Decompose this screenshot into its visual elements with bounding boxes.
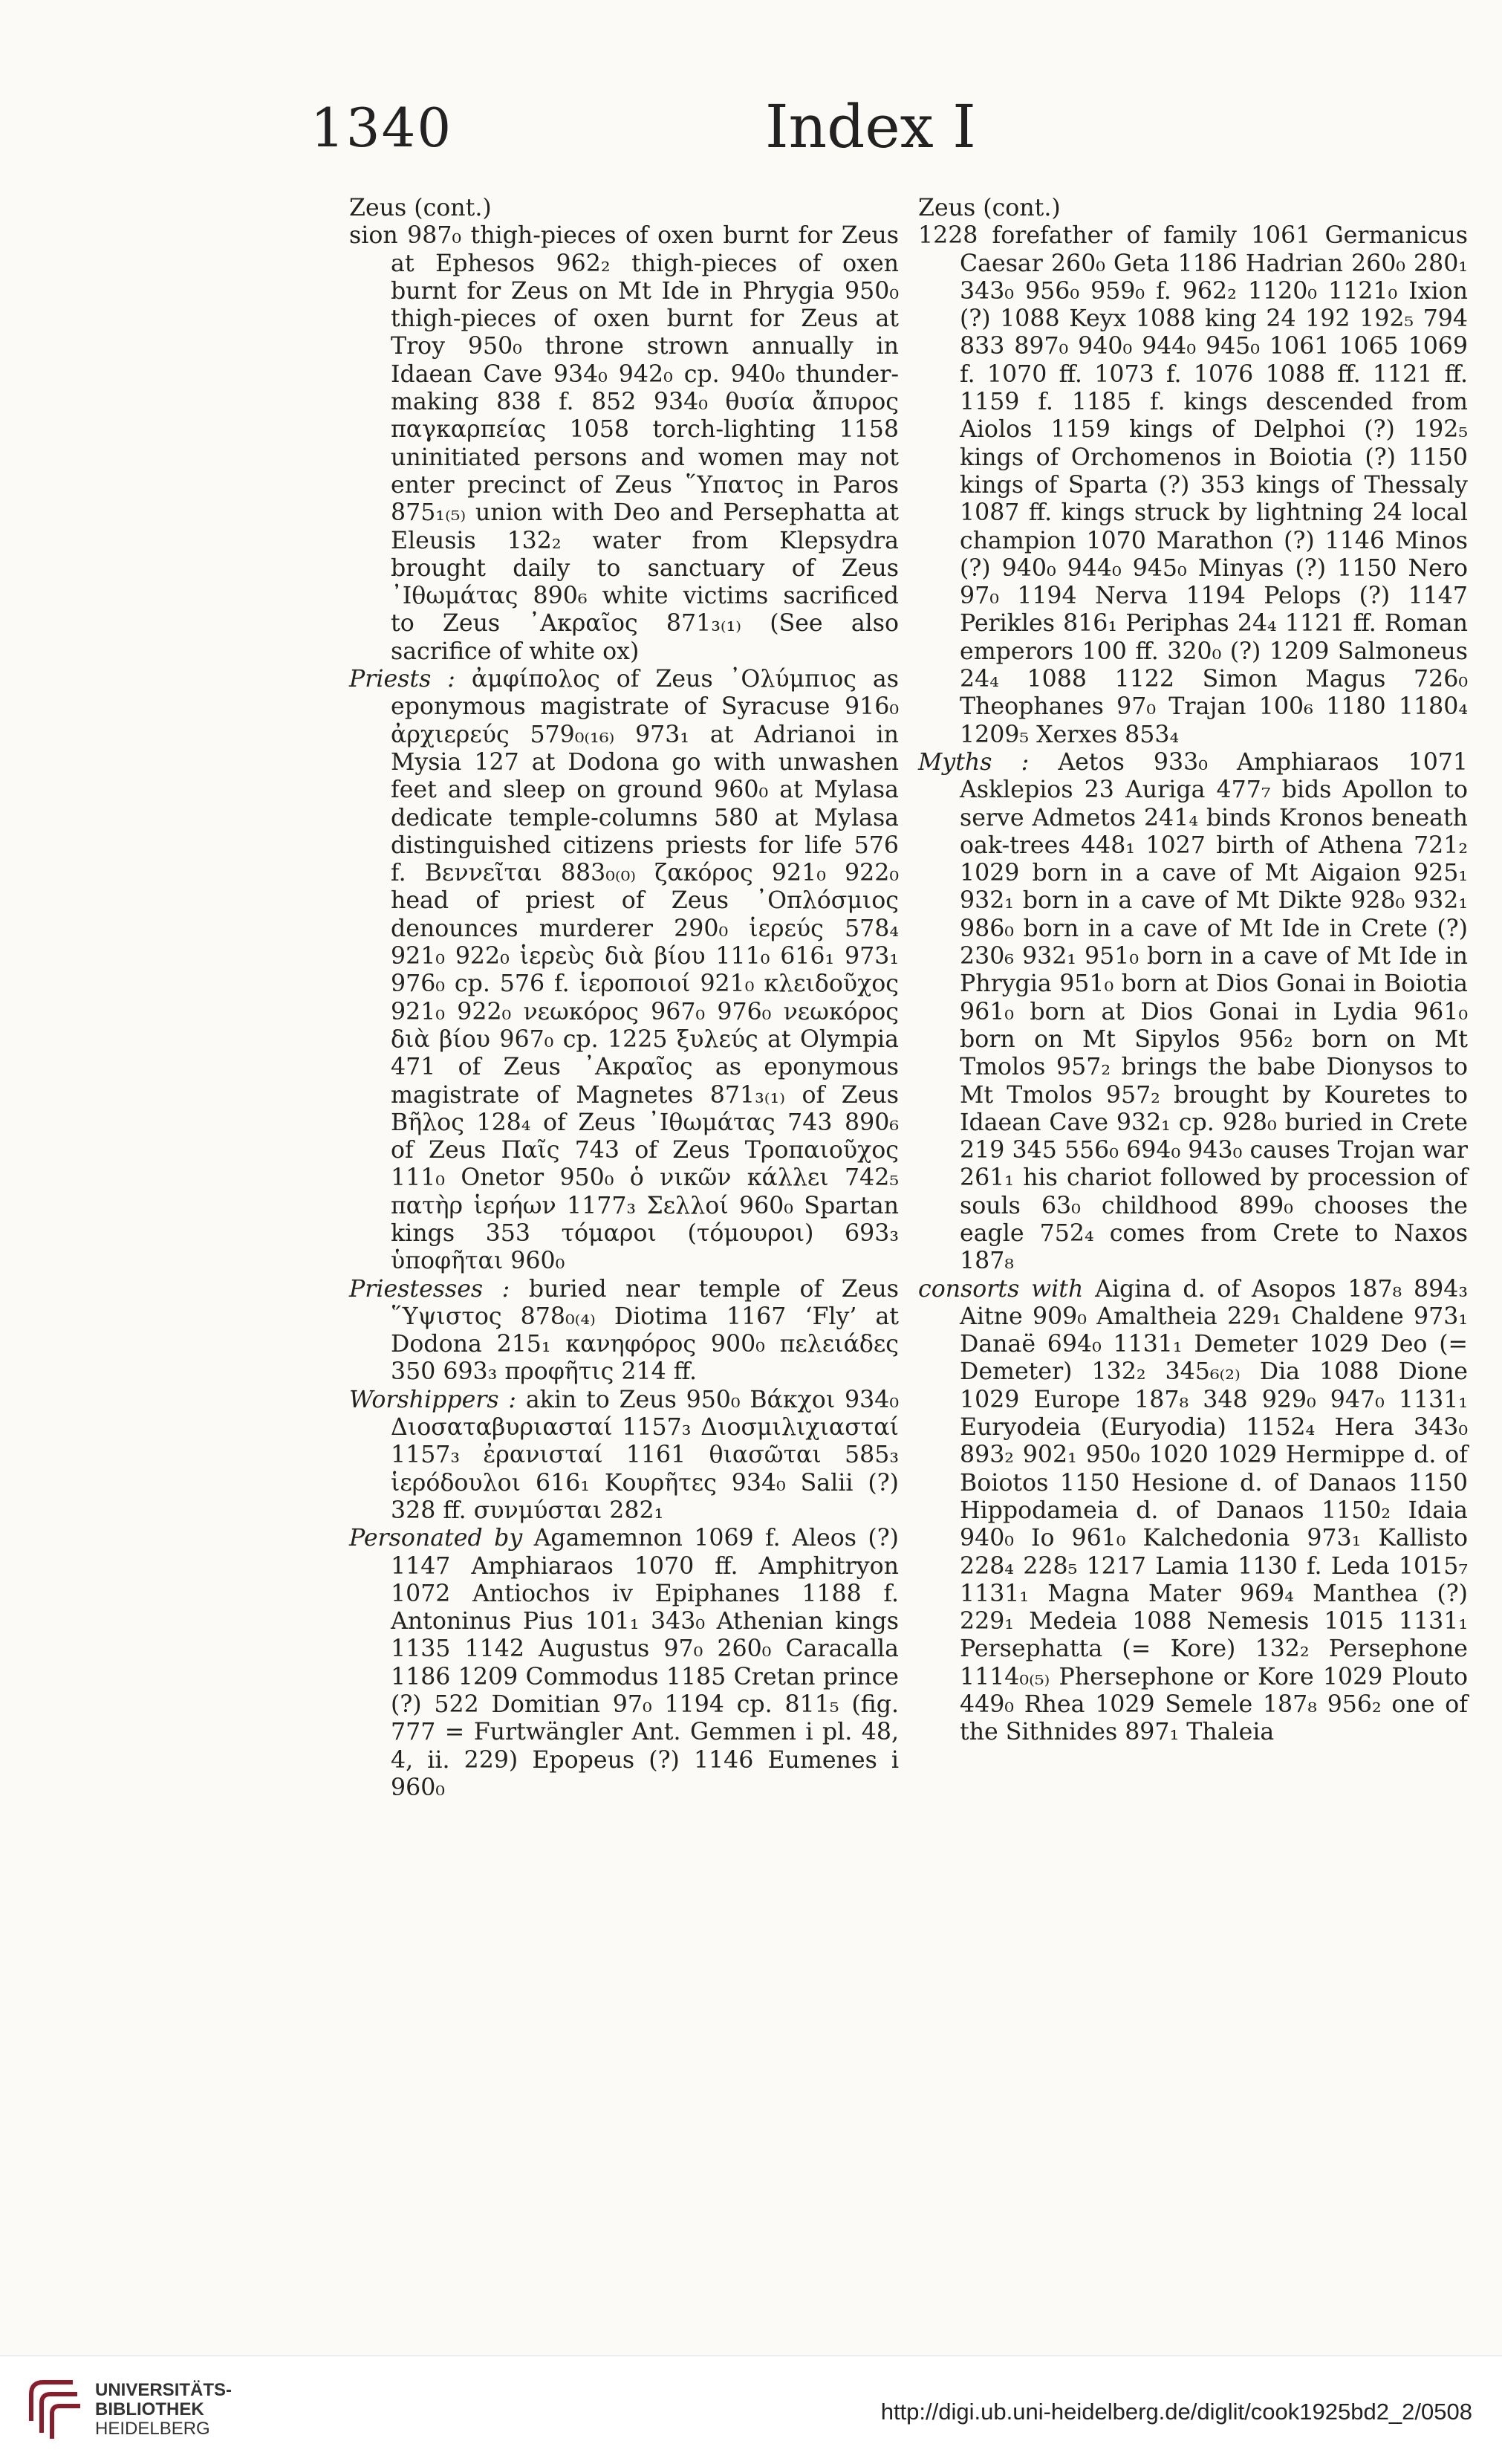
index-entry: Zeus (cont.) <box>349 195 492 221</box>
page-header <box>0 89 1502 163</box>
index-entry: sion 987₀ thigh-pieces of oxen burnt for Zeus at Ephesos 962₂ thigh-pieces of oxen burnt for Zeus on Mt Ide in Phrygia 950₀ thigh-pieces of oxen burnt for Zeus at Troy 950₀ throne strown annually in Idaean Cave 934₀ 942₀ cp. 940₀ thunder-making 838 f. 852 934₀ θυσία ἄπυρος παγκαρπείας 1058 torch-lighting 1158 uninitiated persons and women may not enter precinct of Zeus ῞Υπατος in Paros 875₁₍₅₎ union with Deo and Persephatta at Eleusis 132₂ water from Klepsydra brought daily to sanctuary of Zeus ᾿Ιθωμάτας 890₆ white victims sacrificed to Zeus ᾿Ακραῖος 871₃₍₁₎ (See also sacrifice of white ox) <box>349 222 899 665</box>
index-entry: Worshippers : akin to Zeus 950₀ Βάκχοι 934₀ Διοσαταβυριασταί 1157₃ Διοσμιλιχιασταί 1157₃ ἐρανισταί 1161 θιασῶται 585₃ ἱερόδουλοι 616₁ Κουρῆτες 934₀ Salii (?) 328 ff. συνμύσται 282₁ <box>349 1386 899 1524</box>
index-entry: Myths : Aetos 933₀ Amphiaraos 1071 Asklepios 23 Auriga 477₇ bids Apollon to serve Admetos 241₄ binds Kronos beneath oak-trees 448₁ 1027 birth of Athena 721₂ 1029 born in a cave of Mt Aigaion 925₁ 932₁ born in a cave of Mt Dikte 928₀ 932₁ 986₀ born in a cave of Mt Ide in Crete (?) 230₆ 932₁ 951₀ born in a cave of Mt Ide in Phrygia 951₀ born at Dios Gonai in Boiotia 961₀ born at Dios Gonai in Lydia 961₀ born on Mt Sipylos 956₂ born on Mt Tmolos 957₂ brings the babe Dionysos to Mt Tmolos 957₂ brought by Kouretes to Idaean Cave 932₁ cp. 928₀ buried in Crete 219 345 556₀ 694₀ 943₀ causes Trojan war 261₁ his chariot followed by procession of souls 63₀ childhood 899₀ chooses the eagle 752₄ comes from Crete to Naxos 187₈ <box>918 748 1468 1275</box>
index-entry: Personated by Agamemnon 1069 f. Aleos (?) 1147 Amphiaraos 1070 ff. Amphitryon 1072 Antiochos iv Epiphanes 1188 f. Antoninus Pius 101₁ 343₀ Athenian kings 1135 1142 Augustus 97₀ 260₀ Caracalla 1186 1209 Commodus 1185 Cretan prince (?) 522 Domitian 97₀ 1194 cp. 811₅ (fig. 777 = Furtwängler Ant. Gemmen i pl. 48, 4, ii. 229) Epopeus (?) 1146 Eumenes i 960₀ <box>349 1525 899 1801</box>
index-entry: consorts with Aigina d. of Asopos 187₈ 894₃ Aitne 909₀ Amaltheia 229₁ Chaldene 973₁ Danaë 694₀ 1131₁ Demeter 1029 Deo (= Demeter) 132₂ 345₆₍₂₎ Dia 1088 Dione 1029 Europe 187₈ 348 929₀ 947₀ 1131₁ Euryodeia (Euryodia) 1152₄ Hera 343₀ 893₂ 902₁ 950₀ 1020 1029 Hermippe d. of Boiotos 1150 Hesione d. of Danaos 1150 Hippodameia d. of Danaos 1150₂ Idaia 940₀ Io 961₀ Kalchedonia 973₁ Kallisto 228₄ 228₅ 1217 Lamia 1130 f. Leda 1015₇ 1131₁ Magna Mater 969₄ Manthea (?) 229₁ Medeia 1088 Nemesis 1015 1131₁ Persephatta (= Kore) 132₂ Persephone 1114₀₍₅₎ Phersephone or Kore 1029 Plouto 449₀ Rhea 1029 Semele 187₈ 956₂ one of the Sithnides 897₁ Thaleia <box>918 1275 1468 1746</box>
index-entry: 1228 forefather of family 1061 Germanicus Caesar 260₀ Geta 1186 Hadrian 260₀ 280₁ 343₀ 956₀ 959₀ f. 962₂ 1120₀ 1121₀ Ixion (?) 1088 Keyx 1088 king 24 192 192₅ 794 833 897₀ 940₀ 944₀ 945₀ 1061 1065 1069 f. 1070 ff. 1073 f. 1076 1088 ff. 1121 ff. 1159 f. 1185 f. kings descended from Aiolos 1159 kings of Delphoi (?) 192₅ kings of Orchomenos in Boiotia (?) 1150 kings of Sparta (?) 353 kings of Thessaly 1087 ff. kings struck by lightning 24 local champion 1070 Marathon (?) 1146 Minos (?) 940₀ 944₀ 945₀ Minyas (?) 1150 Nero 97₀ 1194 Nerva 1194 Pelops (?) 1147 Perikles 816₁ Periphas 24₄ 1121 ff. Roman emperors 100 ff. 320₀ (?) 1209 Salmoneus 24₄ 1088 1122 Simon Magus 726₀ Theophanes 97₀ Trajan 100₆ 1180 1180₄ 1209₅ Xerxes 853₄ <box>918 222 1468 748</box>
index-entry: Priestesses : buried near temple of Zeus ῞Υψιστος 878₀₍₄₎ Diotima 1167 ‘Fly’ at Dodona 215₁ κανηφόρος 900₀ πελειάδες 350 693₃ προφῆτις 214 ff. <box>349 1275 899 1386</box>
library-logo-icon <box>21 2376 88 2443</box>
page-number: 1340 <box>311 97 453 159</box>
right-column <box>918 195 1468 1747</box>
library-name: UNIVERSITÄTS- BIBLIOTHEK HEIDELBERG <box>95 2380 233 2439</box>
running-title: Index I <box>765 92 976 161</box>
source-url-link[interactable]: http://digi.ub.uni-heidelberg.de/diglit/cook1925bd2_2/0508 <box>880 2399 1472 2425</box>
index-entry: Priests : ἀμφίπολος of Zeus ᾿Ολύμπιος as eponymous magistrate of Syracuse 916₀ ἀρχιερεύς 579₀₍₁₆₎ 973₁ at Adrianoi in Mysia 127 at Dodona go with unwashen feet and sleep on ground 960₀ at Mylasa dedicate temple-columns 580 at Mylasa distinguished citizens priests for life 576 f. Βεννεῖται 883₀₍₀₎ ζακόρος 921₀ 922₀ head of priest of Zeus ᾿Οπλόσμιος denounces murderer 290₀ ἱερεύς 578₄ 921₀ 922₀ ἱερεὺς διὰ βίου 111₀ 616₁ 973₁ 976₀ cp. 576 f. ἱεροποιοί 921₀ κλειδοῦχος 921₀ 922₀ νεωκόρος 967₀ 976₀ νεωκόρος διὰ βίου 967₀ cp. 1225 ξυλεύς at Olympia 471 of Zeus ᾿Ακραῖος as eponymous magistrate of Magnetes 871₃₍₁₎ of Zeus Βῆλος 128₄ of Zeus ᾿Ιθωμάτας 743 890₆ of Zeus Παῖς 743 of Zeus Τροπαιοῦχος 111₀ Onetor 950₀ ὁ νικῶν κάλλει 742₅ πατὴρ ἱερήων 1177₃ Σελλοί 960₀ Spartan kings 353 τόμαροι (τόμουροι) 693₃ ὑποφῆται 960₀ <box>349 666 899 1275</box>
left-column <box>349 195 899 1802</box>
index-entry: Zeus (cont.) <box>918 195 1061 221</box>
